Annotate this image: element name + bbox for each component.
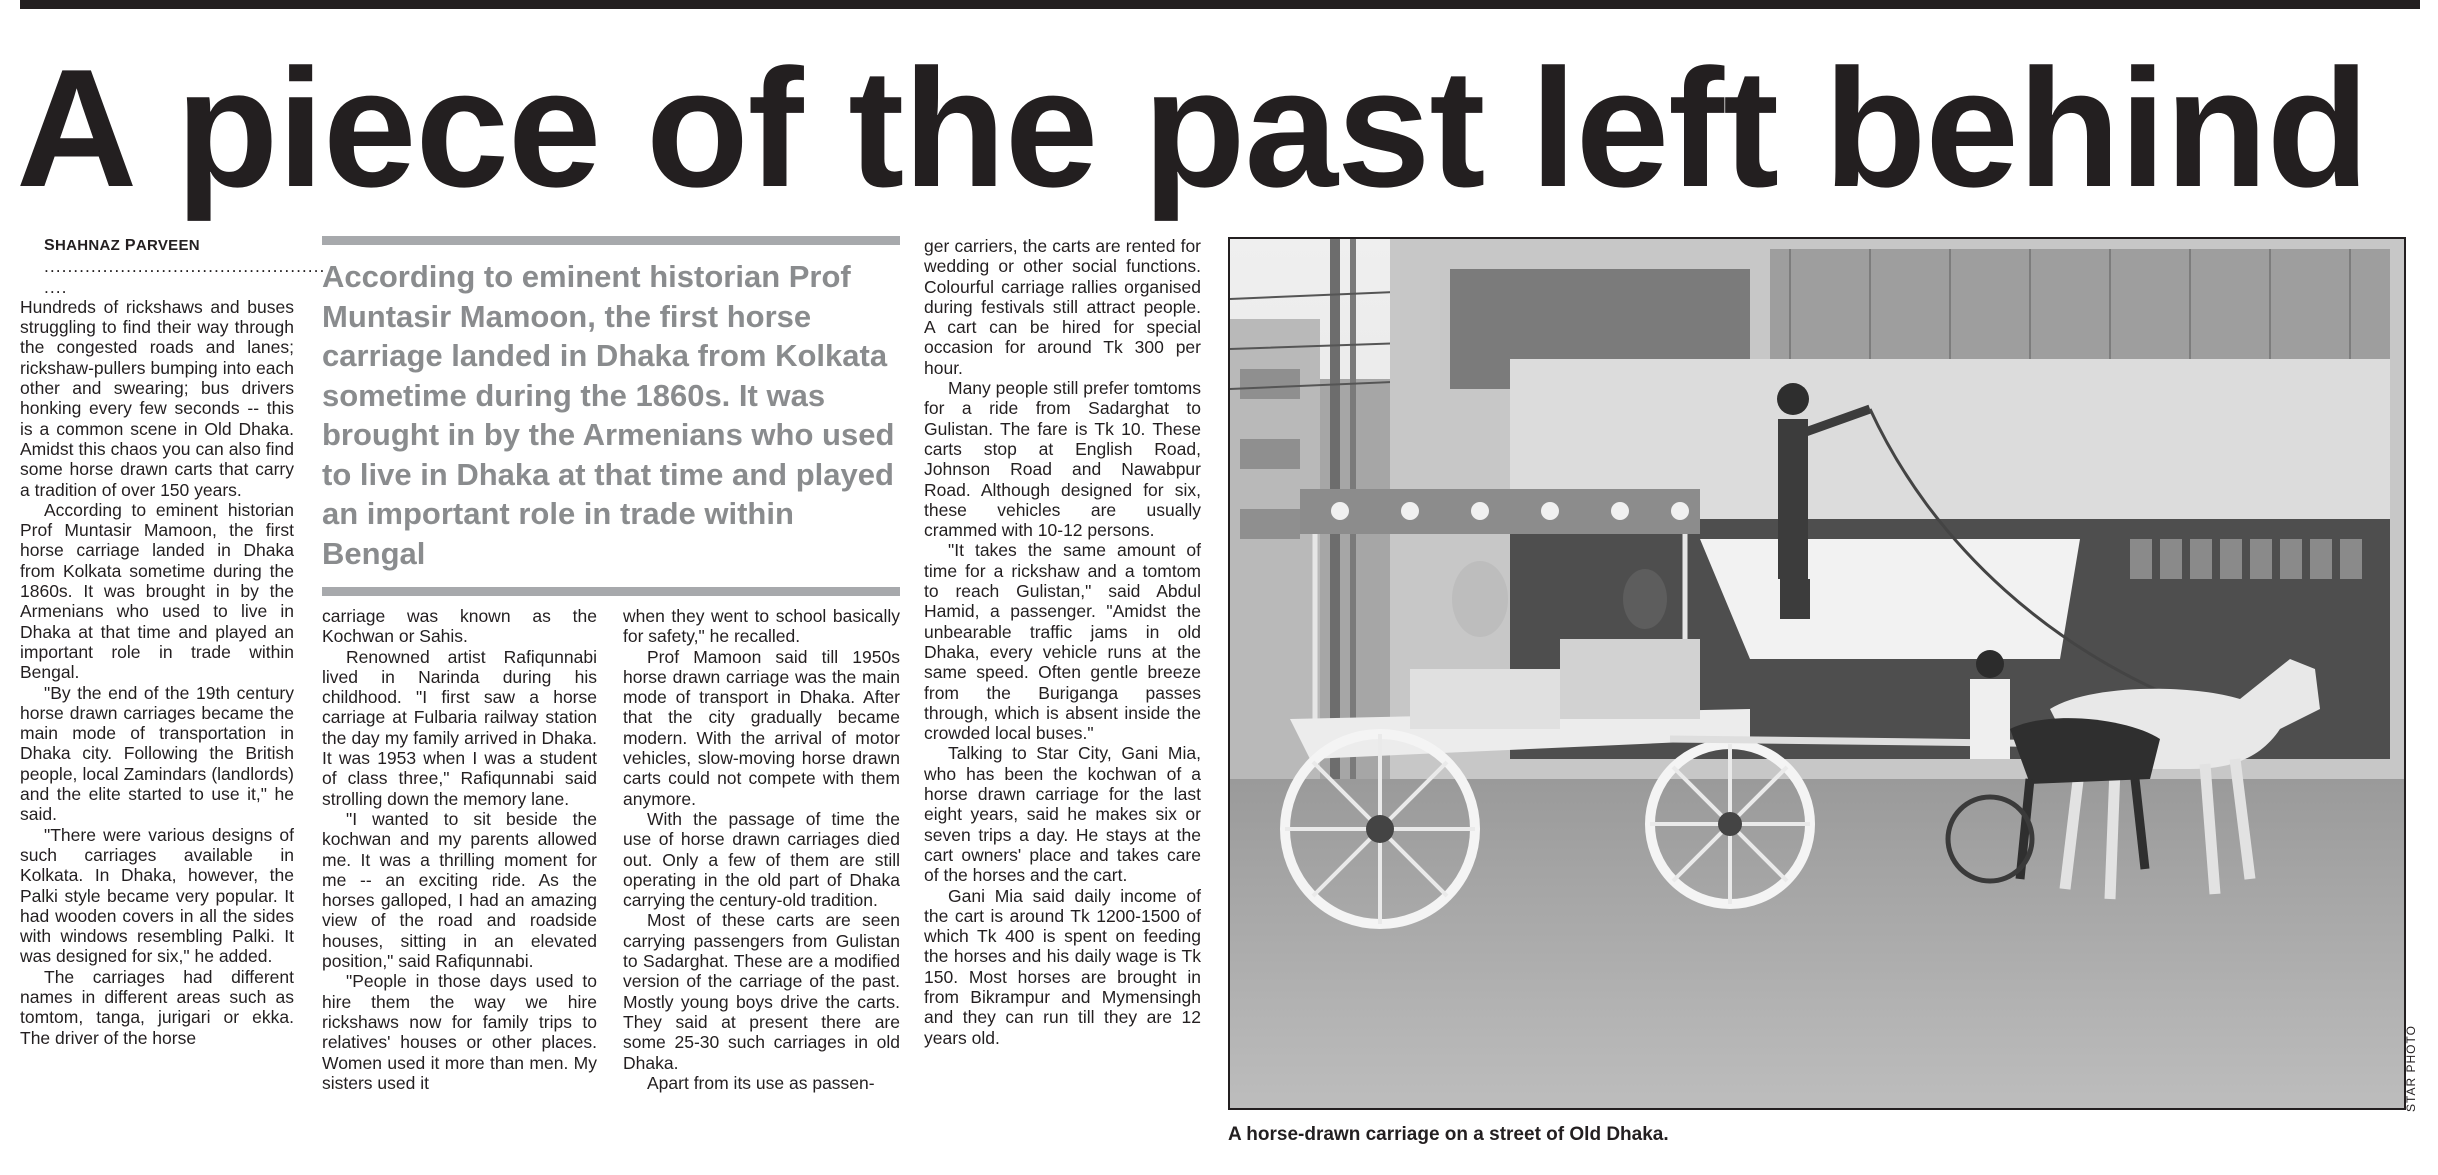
byline: SHAHNAZ PARVEEN [44, 237, 200, 254]
paragraph: Many people still prefer tomtoms for a ride from Sadarghat to Gulistan. The fare is Tk 10. These carts stop at English Road, Johnson Road and Nawabpur Road. Although designed for six, these vehicles are usually crammed with 10-12 persons. [924, 378, 1201, 541]
paragraph: According to eminent historian Prof Muntasir Mamoon, the first horse carriage landed in Dhaka from Kolkata sometime during the 1860s. It was brought in by the Armenians who used to live in Dhaka at that time and played an important role in trade within Bengal. [20, 499, 294, 683]
paragraph: ger carriers, the carts are rented for wedding or other social functions. Colourful carriage rallies organised during festivals still attract people. A cart can be hired for special occasion for around Tk 300 per hour. [924, 236, 1201, 378]
headline: A piece of the past left behind [16, 34, 2369, 222]
pull-quote [322, 236, 900, 596]
paragraph: "People in those days used to hire them the way we hire rickshaws now for family trips to relatives' houses or other places. Women used it more than men. My sisters used it [322, 971, 597, 1093]
paragraph: Hundreds of rickshaws and buses struggling to find their way through the congested roads and lanes; rickshaw-pullers bumping into each other and swearing; bus drivers honking every few seconds -- this is a common scene in Old Dhaka. Amidst this chaos you can also find some horse drawn carts that carry a tradition of over 150 years. [20, 296, 294, 500]
byline-dots-end: .... [44, 276, 68, 297]
photo-caption: A horse-drawn carriage on a street of Old Dhaka. [1228, 1124, 1669, 1145]
byline-dots: ................................................ [44, 256, 326, 277]
paragraph: "There were various designs of such carriages available in Kolkata. In Dhaka, however, the Palki style became very popular. It had wooden covers in all the sides with windows resembling Palki. It was designed for six," he added. [20, 824, 294, 967]
paragraph: carriage was known as the Kochwan or Sahis. [322, 606, 597, 647]
paragraph: Gani Mia said daily income of the cart is around Tk 1200-1500 of which Tk 400 is spent on feeding the horses and his daily wage is Tk 150. Most horses are brought in from Bikrampur and Mymensingh and they can run till they are 12 years old. [924, 885, 1201, 1048]
paragraph: Apart from its use as passen- [647, 1072, 875, 1093]
paragraph: "I wanted to sit beside the kochwan and my parents allowed me. It was a thrilling moment for me -- an exciting ride. As the horses galloped, I had an amazing view of the road and roadside houses, sitting in an elevated position," said Rafiqunnabi. [322, 808, 597, 972]
paragraph: Prof Mamoon said till 1950s horse drawn carriage was the main mode of transport in Dhaka. After that the city gradually became modern. With the arrival of motor vehicles, slow-moving horse drawn carts could not compete with them anymore. [623, 646, 900, 809]
photo-credit: STAR PHOTO [2404, 1025, 2418, 1112]
column-2 [322, 606, 597, 1093]
pull-quote-text: According to eminent historian Prof Muntasir Mamoon, the first horse carriage landed in Dhaka from Kolkata sometime during the 1860s. It was brought in by the Armenians who used to live in Dhaka at that time and played an important role in trade within Bengal [322, 259, 895, 571]
column-4 [924, 236, 1201, 1048]
paragraph: The carriages had different names in different areas such as tomtom, tanga, jurigari or ekka. The driver of the horse [20, 966, 294, 1048]
paragraph: when they went to school basically for safety," he recalled. [623, 606, 900, 647]
paragraph: With the passage of time the use of horse drawn carriages died out. Only a few of them are still operating in the old part of Dhaka carrying the century-old tradition. [623, 808, 900, 911]
paragraph: Talking to Star City, Gani Mia, who has been the kochwan of a horse drawn carriage for the last eight years, said he makes six or seven trips a day. He stays at the cart owners' place and takes care of the horses and the cart. [924, 743, 1201, 886]
paragraph: "By the end of the 19th century horse drawn carriages became the main mode of transportation in Dhaka city. Following the British people, local Zamindars (landlords) and the elite started to use it," he said. [20, 682, 294, 825]
top-rule [20, 0, 2420, 9]
column-3 [623, 606, 900, 1093]
paragraph: Most of these carts are seen carrying passengers from Gulistan to Sadarghat. These are a modified version of the carriage of the past. Mostly young boys drive the carts. They said at present there are some 25-30 such carriages in old Dhaka. [623, 910, 900, 1073]
photo-horse-carriage [1228, 237, 2406, 1110]
paragraph: Renowned artist Rafiqunnabi lived in Narinda during his childhood. "I first saw a horse carriage at Fulbaria railway station the day my family arrived in Dhaka. It was 1953 when I was a student of class three," Rafiqunnabi said strolling down the memory lane. [322, 646, 597, 809]
column-1 [20, 236, 326, 1048]
paragraph: "It takes the same amount of time for a rickshaw and a tomtom to reach Gulistan," said Abdul Hamid, a passenger. "Amidst the unbearable traffic jams in old Dhaka, every vehicle runs at the same speed. Often gentle breeze from the Buriganga passes through, which is absent inside the crowded local buses." [924, 540, 1201, 744]
